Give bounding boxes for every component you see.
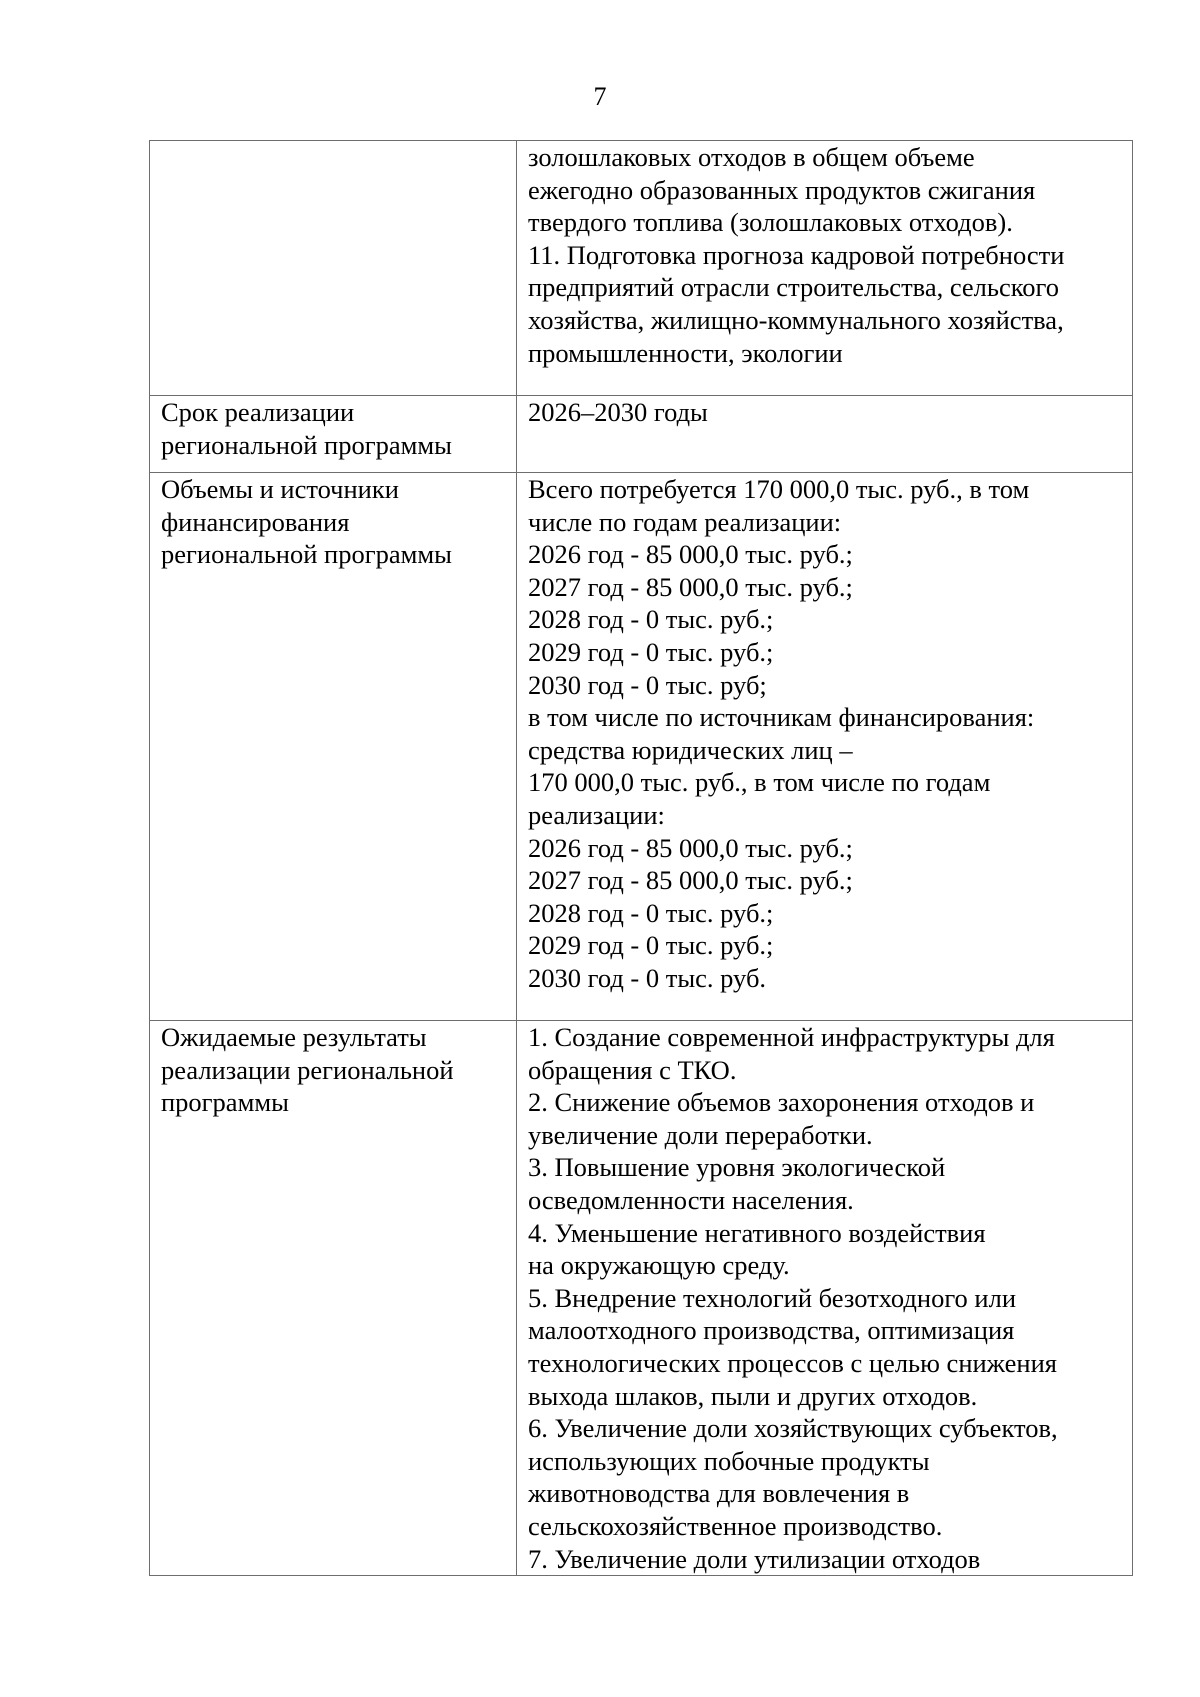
value-line: 2028 год - 0 тыс. руб.; [528,604,774,635]
value-line: осведомленности населения. [528,1184,854,1215]
label-line: региональной программы [161,429,452,460]
value-line: 2029 год - 0 тыс. руб.; [528,636,774,667]
value-line: твердого топлива (золошлаковых отходов). [528,207,1013,238]
value-line: 2. Снижение объемов захоронения отходов и [528,1087,1035,1118]
row-label-cell [150,141,517,396]
value-line: обращения с ТКО. [528,1054,737,1085]
row-value-cell [517,1021,1133,1576]
value-line: 6. Увеличение доли хозяйствующих субъектов, [528,1413,1058,1444]
value-line: реализации: [528,799,665,830]
label-line: Объемы и источники [161,474,399,504]
label-line: Срок реализации [161,397,355,427]
value-line: числе по годам реализации: [528,506,842,537]
table-row [150,396,1133,473]
value-line: использующих побочные продукты [528,1445,930,1476]
value-line: 3. Повышение уровня экологической [528,1152,946,1183]
value-line: 2026 год - 85 000,0 тыс. руб.; [528,539,853,570]
value-line: технологических процессов с целью снижения [528,1347,1057,1378]
value-line: 7. Увеличение доли утилизации отходов [528,1543,981,1574]
label-line: Ожидаемые результаты [161,1022,427,1052]
value-line: 2027 год - 85 000,0 тыс. руб.; [528,571,853,602]
label-line: программы [161,1087,289,1118]
value-line: промышленности, экологии [528,337,843,368]
row-label-cell [150,1021,517,1576]
row-label-cell [150,473,517,1021]
value-line: хозяйства, жилищно-коммунального хозяйства, [528,304,1064,335]
value-line: в том числе по источникам финансирования: [528,702,1035,733]
value-line: 5. Внедрение технологий безотходного или [528,1282,1016,1313]
page-number: 7 [593,82,607,111]
value-line: 11. Подготовка прогноза кадровой потребности [528,239,1065,270]
value-line: 1. Создание современной инфраструктуры для [528,1022,1055,1052]
label-line: финансирования [161,506,350,537]
value-line: Всего потребуется 170 000,0 тыс. руб., в том [528,474,1030,504]
value-line: малоотходного производства, оптимизация [528,1315,1015,1346]
value-line: 2028 год - 0 тыс. руб.; [528,897,774,928]
table-row [150,473,1133,1021]
value-line: 2026 год - 85 000,0 тыс. руб.; [528,832,853,863]
row-value-cell [517,473,1133,1021]
table-row [150,141,1133,396]
value-line: сельскохозяйственное производство. [528,1510,943,1541]
value-line: 2029 год - 0 тыс. руб.; [528,930,774,961]
value-line: 2027 год - 85 000,0 тыс. руб.; [528,865,853,896]
value-line: животноводства для вовлечения в [528,1478,910,1509]
table-row [150,1021,1133,1576]
label-line: региональной программы [161,539,452,570]
value-line: 2030 год - 0 тыс. руб; [528,669,767,700]
value-line: на окружающую среду. [528,1250,790,1281]
value-line: 170 000,0 тыс. руб., в том числе по годам [528,767,991,798]
value-line: предприятий отрасли строительства, сельского [528,272,1059,303]
value-line: выхода шлаков, пыли и других отходов. [528,1380,978,1411]
row-label-cell [150,396,517,473]
value-line: ежегодно образованных продуктов сжигания [528,174,1036,205]
value-line: увеличение доли переработки. [528,1119,873,1150]
value-line: 2026–2030 годы [528,397,708,427]
value-line: 4. Уменьшение негативного воздействия [528,1217,986,1248]
value-line: 2030 год - 0 тыс. руб. [528,962,767,993]
program-passport-table [149,140,1133,1576]
label-line: реализации региональной [161,1054,454,1085]
value-line: средства юридических лиц – [528,734,853,765]
row-value-cell [517,396,1133,473]
row-value-cell [517,141,1133,396]
value-line: золошлаковых отходов в общем объеме [528,142,975,172]
